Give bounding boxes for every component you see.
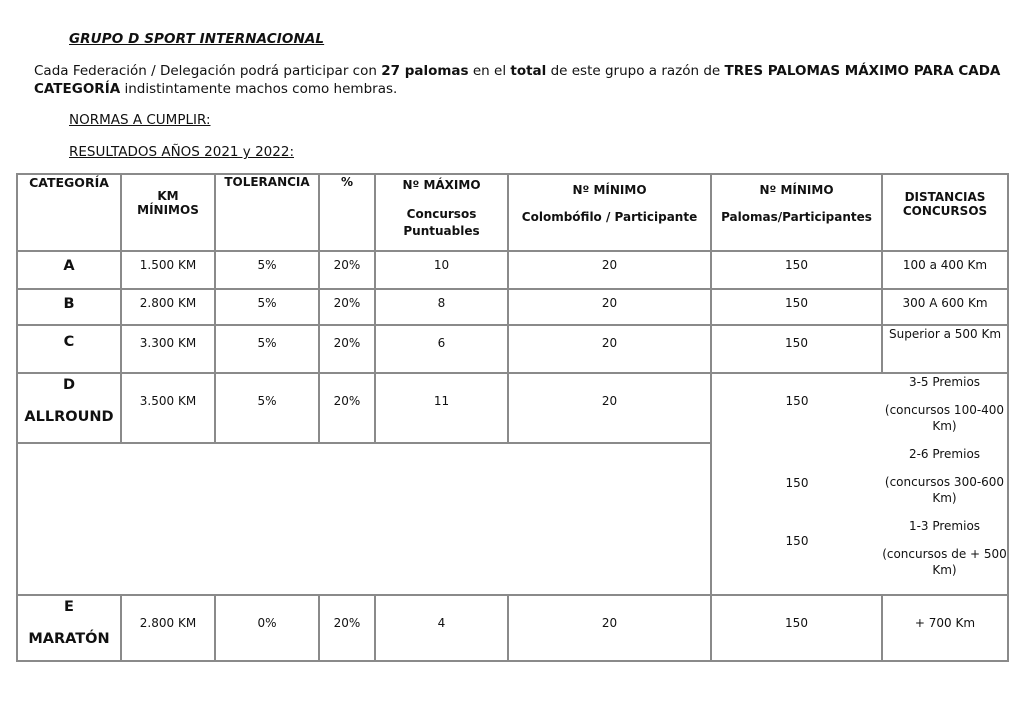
- row-distancia: Superior a 500 Km: [882, 325, 1008, 373]
- results-table: [16, 173, 1009, 662]
- row-km: 3.500 KM: [121, 373, 215, 443]
- table-row: [17, 373, 1008, 443]
- row-min-palomas: 150: [711, 289, 882, 325]
- table-row: [17, 289, 1008, 325]
- row-min-palomas-merged: [711, 373, 882, 595]
- row-distancia: 100 a 400 Km: [882, 251, 1008, 289]
- row-porcentaje: 20%: [319, 251, 375, 289]
- min-palomas-value: 150: [785, 534, 809, 548]
- min-palomas-value: 150: [785, 394, 809, 408]
- row-min-palomas: 150: [711, 251, 882, 289]
- row-category: E MARATÓN: [17, 595, 121, 661]
- row-min-palomas: 150: [711, 325, 882, 373]
- row-distancia: + 700 Km: [882, 595, 1008, 661]
- table-row: [17, 325, 1008, 373]
- row-max: 10: [375, 251, 508, 289]
- row-category: C: [17, 325, 121, 373]
- row-min-colombofilo: 20: [508, 251, 711, 289]
- row-min-palomas: 150: [711, 595, 882, 661]
- row-category: D ALLROUND: [17, 373, 121, 443]
- row-min-colombofilo: 20: [508, 325, 711, 373]
- intro-text: Cada Federación / Delegación podrá participar con: [34, 63, 382, 79]
- row-porcentaje: 20%: [319, 325, 375, 373]
- header-porcentaje: %: [319, 174, 375, 251]
- header-min-palomas: Nº MÍNIMO Palomas/Participantes: [711, 174, 882, 251]
- row-max: 11: [375, 373, 508, 443]
- intro-text: de este grupo a razón de: [546, 63, 725, 79]
- row-category: B: [17, 289, 121, 325]
- header-km-minimos: KM MÍNIMOS: [121, 174, 215, 251]
- row-km: 2.800 KM: [121, 595, 215, 661]
- row-tolerancia: 5%: [215, 373, 319, 443]
- empty-merged-cell: [17, 443, 711, 595]
- row-min-colombofilo: 20: [508, 595, 711, 661]
- row-porcentaje: 20%: [319, 595, 375, 661]
- intro-text: en el: [468, 63, 511, 79]
- row-distancia-merged: [882, 373, 1008, 595]
- row-tolerancia: 5%: [215, 289, 319, 325]
- row-porcentaje: 20%: [319, 373, 375, 443]
- row-max: 4: [375, 595, 508, 661]
- distancia-premios: 3-5 Premios: [908, 375, 981, 389]
- row-max: 8: [375, 289, 508, 325]
- row-km: 3.300 KM: [121, 325, 215, 373]
- row-tolerancia: 0%: [215, 595, 319, 661]
- intro-text: indistintamente machos como hembras.: [120, 81, 398, 97]
- row-category: A: [17, 251, 121, 289]
- distancia-premios: 2-6 Premios: [908, 447, 981, 461]
- row-max: 6: [375, 325, 508, 373]
- row-tolerancia: 5%: [215, 251, 319, 289]
- norms-heading: NORMAS A CUMPLIR:: [69, 112, 211, 128]
- table-header-row: [17, 174, 1008, 251]
- intro-paragraph: [34, 62, 1009, 98]
- intro-bold-rule: TRES PALOMAS MÁXIMO PARA CADA CATEGORÍA: [34, 63, 1001, 97]
- table-row: [17, 251, 1008, 289]
- distancia-concursos: (concursos 100-400 Km): [884, 403, 1005, 433]
- row-min-colombofilo: 20: [508, 373, 711, 443]
- header-categoria: CATEGORÍA: [17, 174, 121, 251]
- intro-bold-palomas: 27 palomas: [381, 63, 469, 79]
- header-distancias: DISTANCIAS CONCURSOS: [882, 174, 1008, 251]
- header-max-concursos: Nº MÁXIMO Concursos Puntuables: [375, 174, 508, 251]
- distancia-concursos: (concursos de + 500 Km): [882, 547, 1007, 577]
- document-title: GRUPO D SPORT INTERNACIONAL: [69, 31, 325, 47]
- intro-bold-total: total: [510, 63, 547, 79]
- row-min-colombofilo: 20: [508, 289, 711, 325]
- min-palomas-value: 150: [785, 476, 809, 490]
- header-tolerancia: TOLERANCIA: [215, 174, 319, 251]
- row-distancia: 300 A 600 Km: [882, 289, 1008, 325]
- distancia-premios: 1-3 Premios: [908, 519, 981, 533]
- row-tolerancia: 5%: [215, 325, 319, 373]
- row-porcentaje: 20%: [319, 289, 375, 325]
- row-km: 1.500 KM: [121, 251, 215, 289]
- header-min-colombofilo: Nº MÍNIMO Colombófilo / Participante: [508, 174, 711, 251]
- table-row: [17, 595, 1008, 661]
- row-km: 2.800 KM: [121, 289, 215, 325]
- distancia-concursos: (concursos 300-600 Km): [884, 475, 1005, 505]
- results-heading: RESULTADOS AÑOS 2021 y 2022:: [69, 144, 294, 160]
